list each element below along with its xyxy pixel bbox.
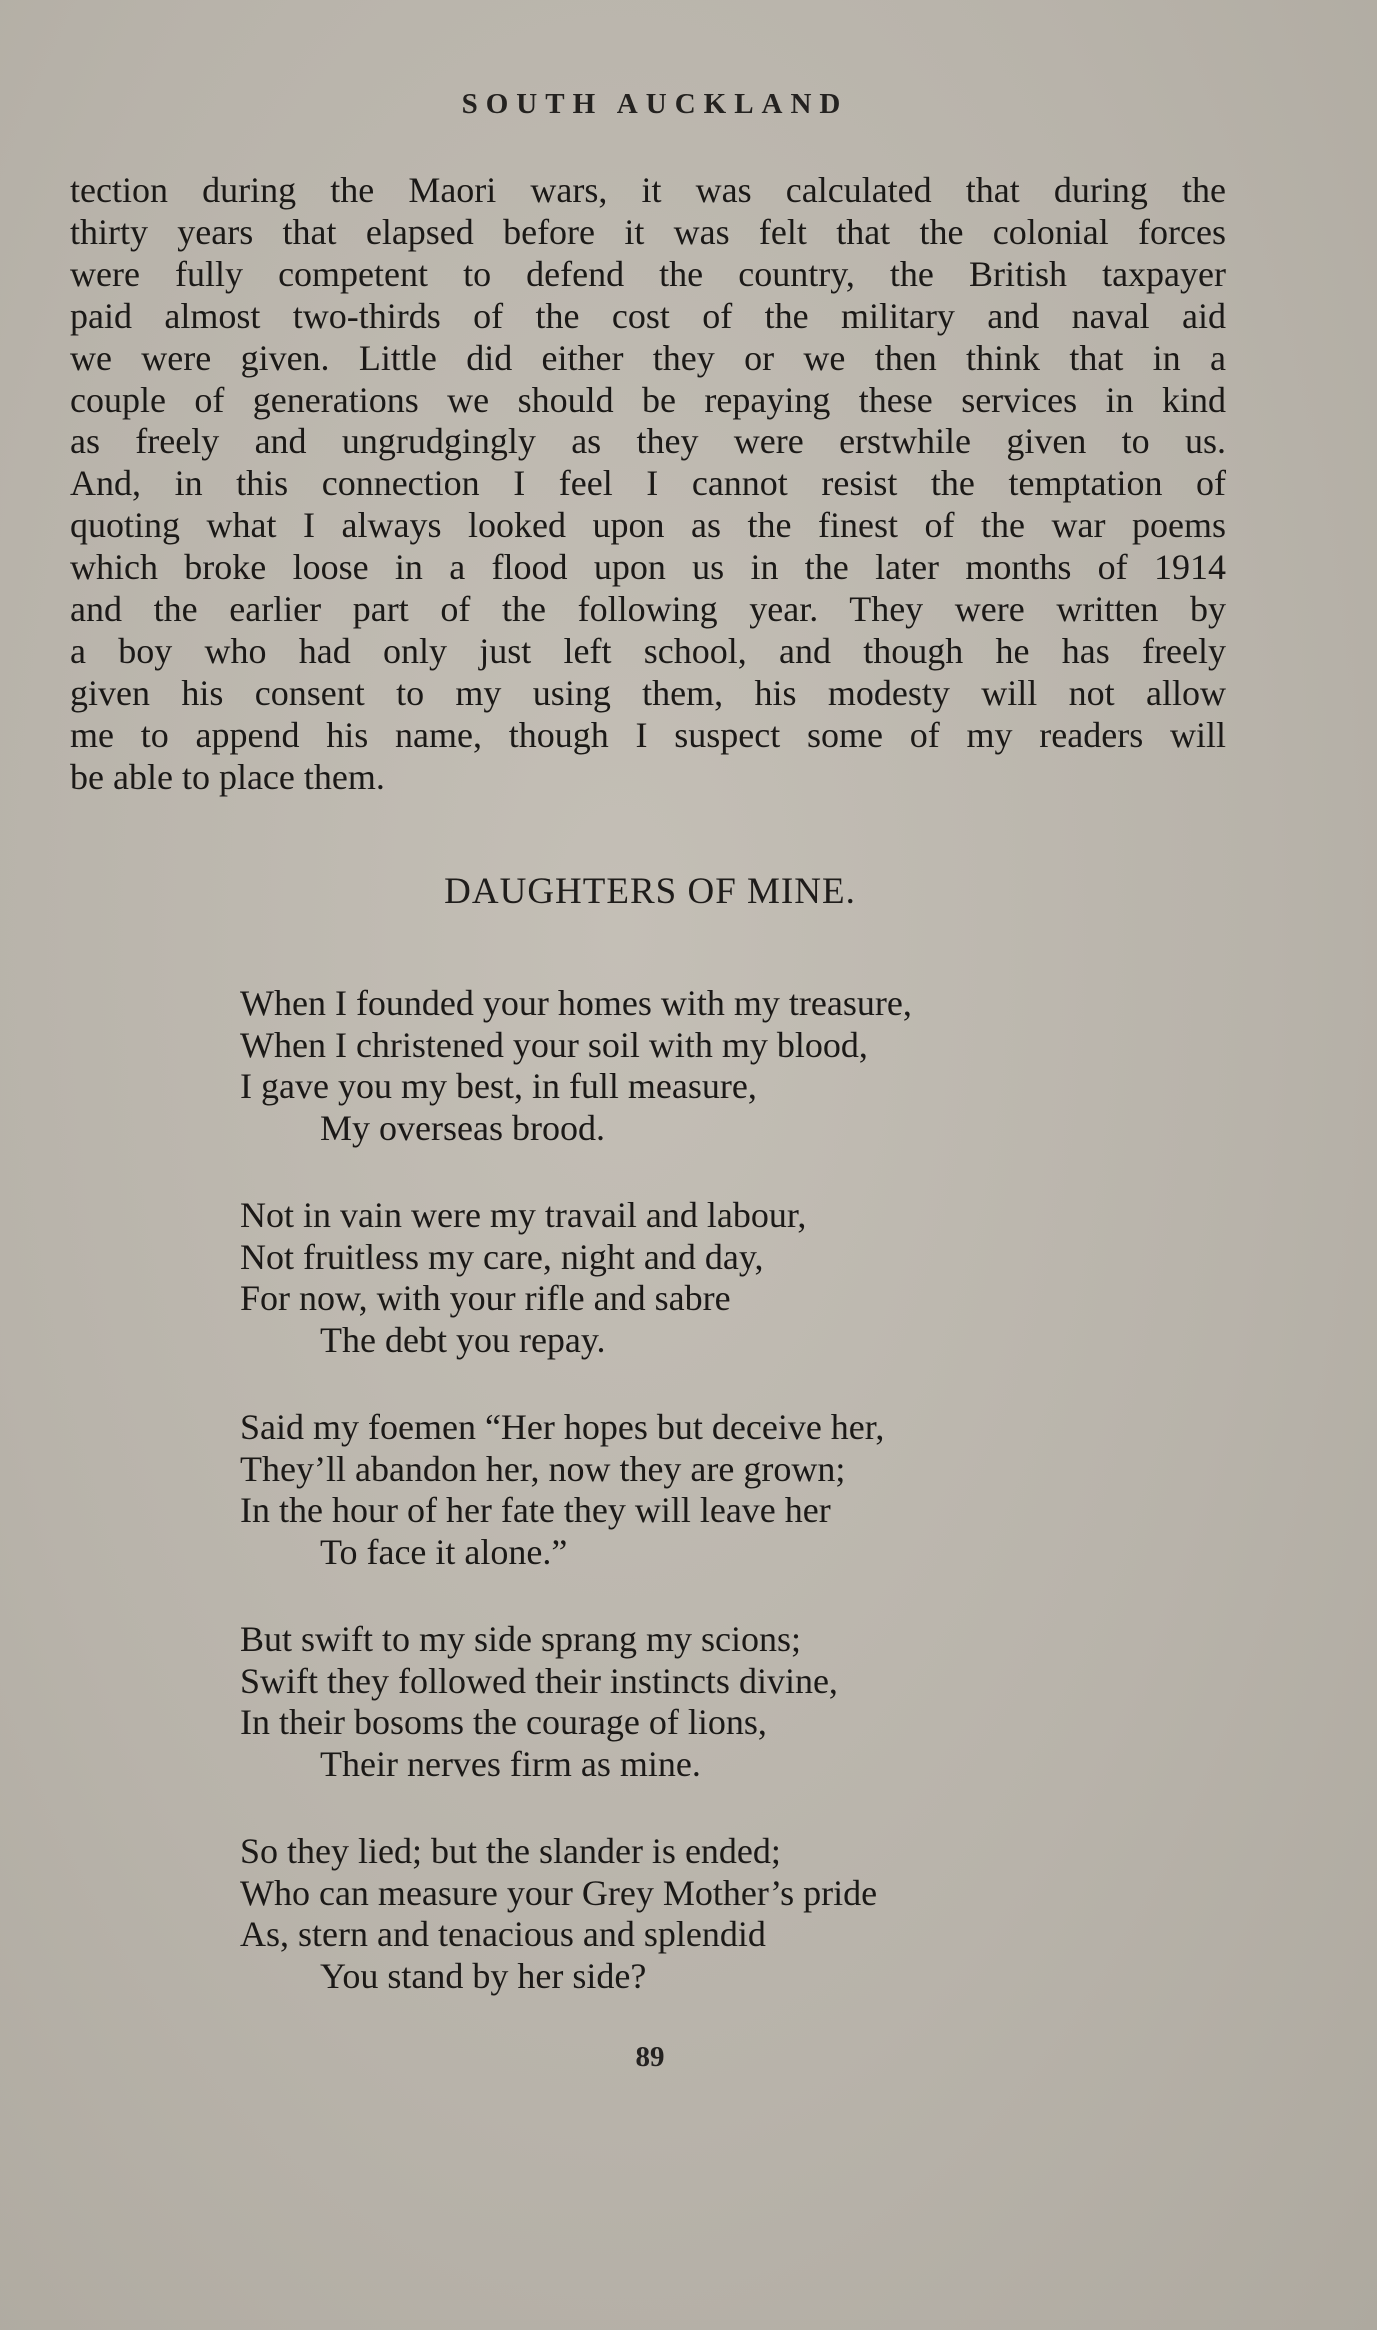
poem-verse: But swift to my side sprang my scions; — [240, 1619, 801, 1659]
running-head: SOUTH AUCKLAND — [461, 88, 849, 120]
prose-line: thirty years that elapsed before it was felt that the colonial forces — [70, 211, 1226, 252]
poem-verse: As, stern and tenacious and splendid — [240, 1914, 766, 1954]
poem-verse: You stand by her side? — [320, 1955, 647, 1996]
poem-verse: To face it alone.” — [320, 1531, 568, 1572]
prose-line: given his consent to my using them, his modesty will not allow — [70, 672, 1226, 713]
poem-verse: Not fruitless my care, night and day, — [240, 1236, 764, 1277]
prose-line: and the earlier part of the following year. They were written by — [70, 589, 1226, 630]
prose-line: we were given. Little did either they or we then think that in a — [70, 337, 1226, 378]
poem-verse: So they lied; but the slander is ended; — [240, 1831, 781, 1871]
poem-stanza — [240, 1195, 1140, 1361]
poem-verse: They’ll abandon her, now they are grown; — [240, 1448, 846, 1489]
prose-line: tection during the Maori wars, it was calculated that during the — [70, 170, 1226, 210]
prose-line: were fully competent to defend the country, the British taxpayer — [70, 253, 1226, 294]
poem-verse: When I founded your homes with my treasure, — [240, 983, 912, 1023]
poem-verse: The debt you repay. — [320, 1319, 606, 1360]
poem-verse: Swift they followed their instincts divine, — [240, 1660, 838, 1701]
prose-line: paid almost two-thirds of the cost of the military and naval aid — [70, 295, 1226, 336]
poem-verse: Not in vain were my travail and labour, — [240, 1195, 807, 1235]
prose-line: And, in this connection I feel I cannot resist the temptation of — [70, 463, 1226, 504]
poem-stanza — [240, 1407, 1140, 1573]
poem-verse: In the hour of her fate they will leave her — [240, 1490, 831, 1530]
poem-stanza — [240, 1619, 1140, 1785]
page-number: 89 — [635, 2041, 665, 2073]
poem — [240, 983, 1140, 2043]
prose-line: a boy who had only just left school, and though he has freely — [70, 630, 1226, 671]
poem-verse: When I christened your soil with my blood, — [240, 1024, 868, 1065]
prose-line: be able to place them. — [70, 756, 385, 797]
poem-verse: In their bosoms the courage of lions, — [240, 1702, 767, 1742]
poem-stanza — [240, 1831, 1140, 1997]
prose-line: quoting what I always looked upon as the finest of the war poems — [70, 505, 1226, 546]
poem-verse: Their nerves firm as mine. — [320, 1743, 701, 1784]
poem-verse: My overseas brood. — [320, 1107, 605, 1148]
poem-verse: Said my foemen “Her hopes but deceive her, — [240, 1407, 885, 1447]
poem-verse: For now, with your rifle and sabre — [240, 1278, 731, 1318]
poem-verse: Who can measure your Grey Mother’s pride — [240, 1872, 878, 1913]
prose-line: as freely and ungrudgingly as they were erstwhile given to us. — [70, 421, 1226, 462]
prose-line: me to append his name, though I suspect some of my readers will — [70, 714, 1226, 755]
poem-verse: I gave you my best, in full measure, — [240, 1066, 757, 1106]
poem-stanza — [240, 983, 1140, 1149]
prose-line: which broke loose in a flood upon us in the later months of 1914 — [70, 547, 1226, 588]
prose-line: couple of generations we should be repaying these services in kind — [70, 379, 1226, 420]
prose-paragraph — [70, 170, 1226, 799]
poem-title: DAUGHTERS OF MINE. — [444, 871, 856, 912]
